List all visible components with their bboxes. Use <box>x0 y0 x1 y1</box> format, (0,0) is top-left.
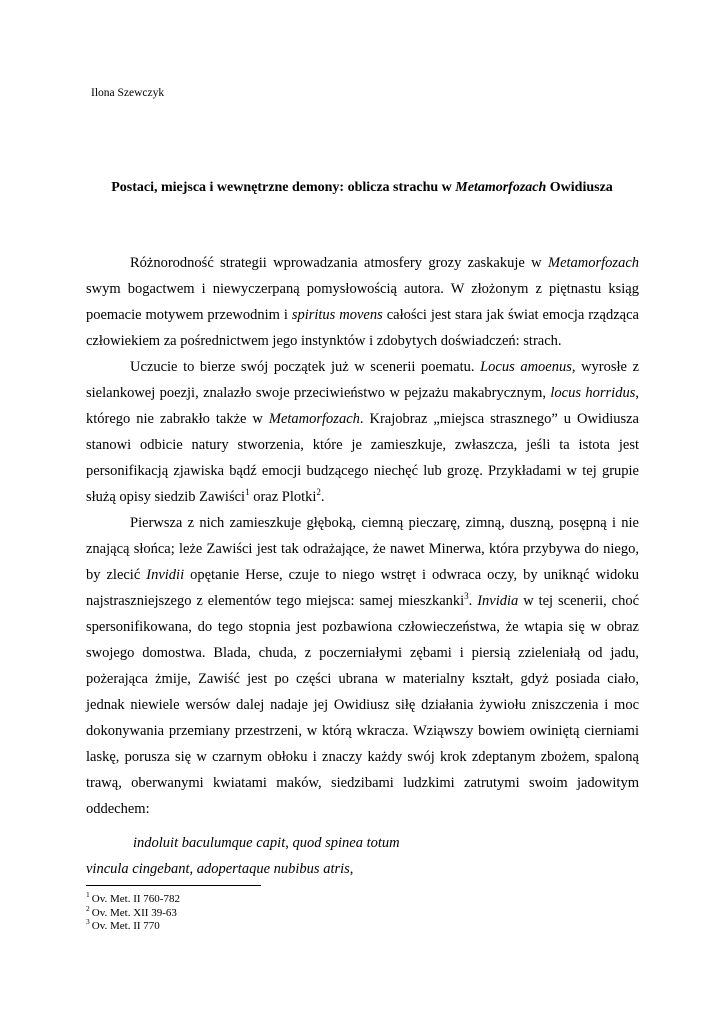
text-run: w tej scenerii, choć spersonifikowana, do tego stopnia jest pozbawiona człowieczeństwa, że wtapia się w obraz swojego domostwa. Blada, chuda, z poczerniałymi zębami i piersią zzieleniałą od jadu, pożerająca żmije, Zawiść jest po części ubrana w materialny kształt, gdyż posiada ciało, jednak niewiele wersów dalej nadaje jej Owidiusz siłę działania żywiołu zniszczenia i moc dokonywania przemiany przestrzeni, w którą wkracza. Wziąwszy bowiem owiniętą cierniami laskę, porusza się w czarnym obłoku i znaczy każdy swój krok zdeptanym zbożem, spaloną trawą, oberwanymi kwiatami maków, siedzibami ludzkimi zatrutymi swoim jadowitym oddechem: <box>86 593 640 817</box>
text-run: Uczucie to bierze swój początek już w scenerii poematu. <box>130 359 481 375</box>
body-text <box>86 250 639 822</box>
text-run: . <box>468 593 478 609</box>
body-paragraph <box>86 510 639 822</box>
text-run: . <box>320 489 325 505</box>
title-text: Postaci, miejsca i wewnętrzne demony: oblicza strachu w <box>111 180 456 195</box>
italic-text: spiritus movens <box>291 307 383 323</box>
text-run: , wyrosłe z sielankowej poezji, znalazło swoje przeciwieństwo w pejzażu makabrycznym, <box>86 359 640 401</box>
italic-text: Locus amoenus <box>480 359 572 375</box>
text-run: swym bogactwem i niewyczerpaną pomysłowością autora. W złożonym z piętnastu ksiąg poemacie motywem przewodnim i <box>86 281 639 323</box>
latin-verse <box>86 830 400 882</box>
footnote-item <box>86 917 180 934</box>
italic-text: locus horridus <box>550 385 636 401</box>
italic-text: Invidia <box>477 593 519 609</box>
text-run: oraz Plotki <box>249 489 317 505</box>
title-italic: Metamorfozach <box>455 180 547 195</box>
author-name: Ilona Szewczyk <box>91 87 165 99</box>
footnote-text: Ov. Met. II 770 <box>91 920 160 932</box>
text-run: opętanie Herse, czuje to niego wstręt i odwraca oczy, by uniknąć widoku najstraszniejszego z elementów tego miejsca: samej mieszkanki <box>86 567 639 609</box>
footnote-number: 1 <box>86 890 90 900</box>
footnote-item <box>86 890 180 907</box>
footnote-separator <box>86 885 261 886</box>
footnote-number: 3 <box>86 917 90 927</box>
italic-text: Metamorfozach <box>547 255 639 271</box>
body-paragraph <box>86 250 639 354</box>
verse-line: vincula cingebant, adopertaque nubibus atris, <box>86 861 354 877</box>
italic-text: Metamorfozach <box>268 411 360 427</box>
footnote-text: Ov. Met. II 760-782 <box>91 893 180 905</box>
text-run: całości jest stara jak świat emocja rządząca człowiekiem za pośrednictwem jego instynktów i zdobytych doświadczeń: strach. <box>86 307 639 349</box>
footnote-ref: 2 <box>316 487 321 498</box>
footnote-ref: 3 <box>464 591 469 602</box>
text-run: Różnorodność strategii wprowadzania atmosfery grozy zaskakuje w <box>130 255 548 271</box>
document-title <box>60 179 664 197</box>
footnote-number: 2 <box>86 903 90 913</box>
footnotes <box>86 890 180 934</box>
verse-line: indoluit baculumque capit, quod spinea totum <box>133 835 400 851</box>
text-run: , którego nie zabrakło także w <box>86 385 639 427</box>
text-run: . Krajobraz „miejsca strasznego” u Owidiusza stanowi odbicie natury stworzenia, które je zamieszkuje, zwłaszcza, jeśli ta istota jest personifikacją zjawiska bądź emocji budzącego niechęć lub grozę. Przykładami w tej grupie służą opisy siedzib Zawiści <box>86 411 639 505</box>
body-paragraph <box>86 354 639 510</box>
title-text-end: Owidiusza <box>546 180 613 195</box>
footnote-text: Ov. Met. XII 39-63 <box>91 906 177 919</box>
italic-text: Invidii <box>146 567 185 583</box>
footnote-item <box>86 903 180 921</box>
text-run: Pierwsza z nich zamieszkuje głęboką, ciemną pieczarę, zimną, duszną, posępną i nie znającą słońca; leże Zawiści jest tak odrażające, że nawet Minerwa, która przybywa do niego, by zlecić <box>86 515 639 583</box>
footnote-ref: 1 <box>245 487 250 498</box>
